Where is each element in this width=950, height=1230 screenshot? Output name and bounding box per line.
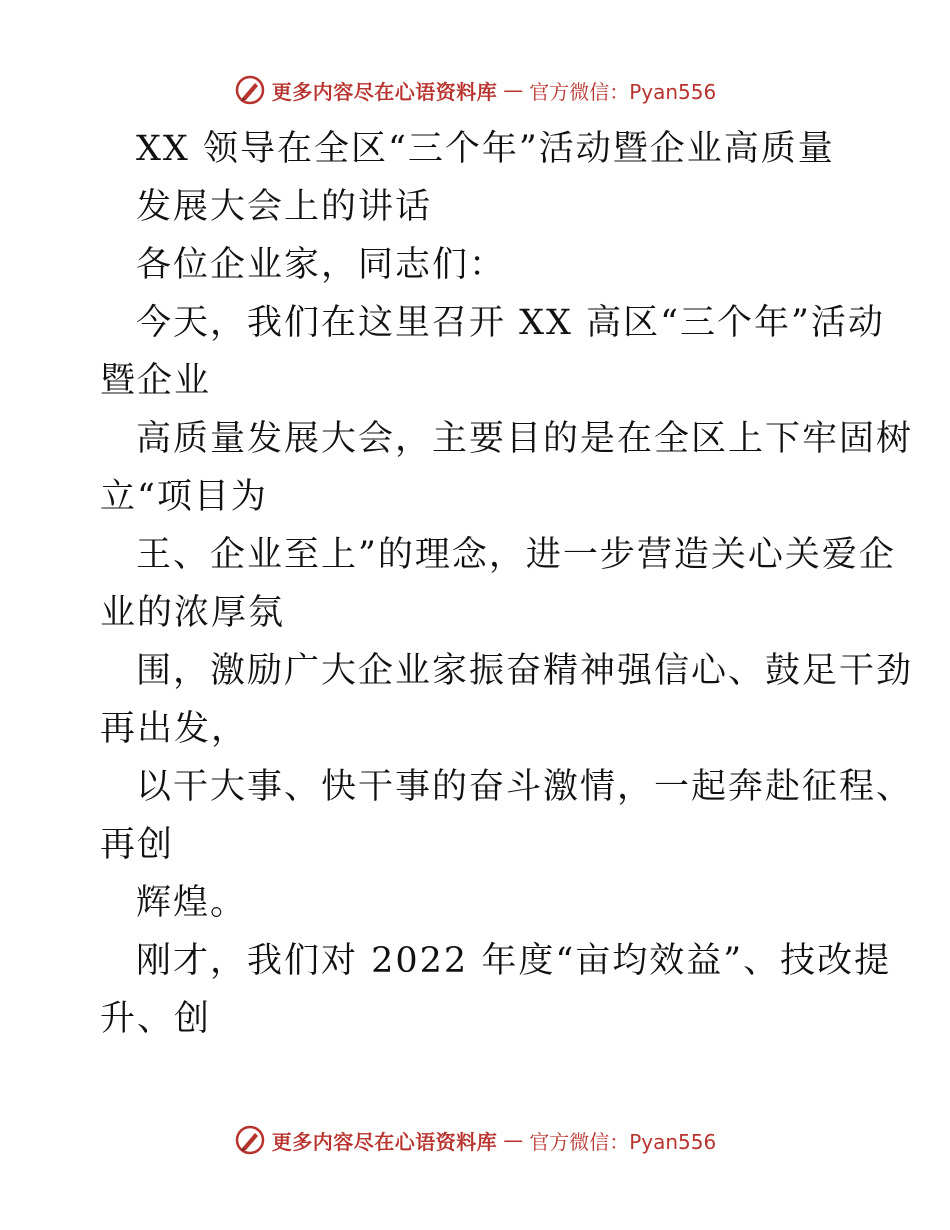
text-line: 暨企业 <box>100 361 212 401</box>
text-line: 刚才，我们对 2022 年度“亩均效益”、技改提 <box>136 941 892 981</box>
text-line: 以干大事、快干事的奋斗激情，一起奔赴征程、 <box>136 767 914 807</box>
pen-logo-icon <box>234 1124 266 1156</box>
footer-wechat-account: 官方微信：Pyan556 <box>529 1129 717 1154</box>
text-line: 高质量发展大会，主要目的是在全区上下牢固树 <box>136 419 914 459</box>
header-banner-text: 更多内容尽在心语资料库 <box>271 79 498 104</box>
text-line: 立“项目为 <box>100 477 268 517</box>
text-line: 围，激励广大企业家振奋精神强信心、鼓足干劲 <box>136 651 914 691</box>
footer-banner-text: 更多内容尽在心语资料库 <box>271 1129 498 1154</box>
pen-logo-icon <box>234 74 266 106</box>
header-wechat-account: 官方微信：Pyan556 <box>529 79 717 104</box>
text-line: 辉煌。 <box>136 883 248 923</box>
salutation: 各位企业家，同志们： <box>136 245 507 285</box>
title-line-2: 发展大会上的讲话 <box>136 187 433 227</box>
footer-banner <box>0 1120 950 1160</box>
text-line: 今天，我们在这里召开 XX 高区“三个年”活动 <box>136 303 885 343</box>
text-line: 业的浓厚氛 <box>100 593 286 633</box>
footer-banner-separator: — <box>503 1128 524 1152</box>
text-line: 再出发， <box>100 709 249 749</box>
document-body <box>100 120 914 1048</box>
text-line: 王、企业至上”的理念，进一步营造关心关爱企 <box>136 535 896 575</box>
header-banner-separator: — <box>503 78 524 102</box>
text-line: 升、创 <box>100 999 212 1039</box>
header-banner <box>0 70 950 110</box>
text-line: 再创 <box>100 825 175 865</box>
title-line-1: XX 领导在全区“三个年”活动暨企业高质量 <box>136 129 835 169</box>
